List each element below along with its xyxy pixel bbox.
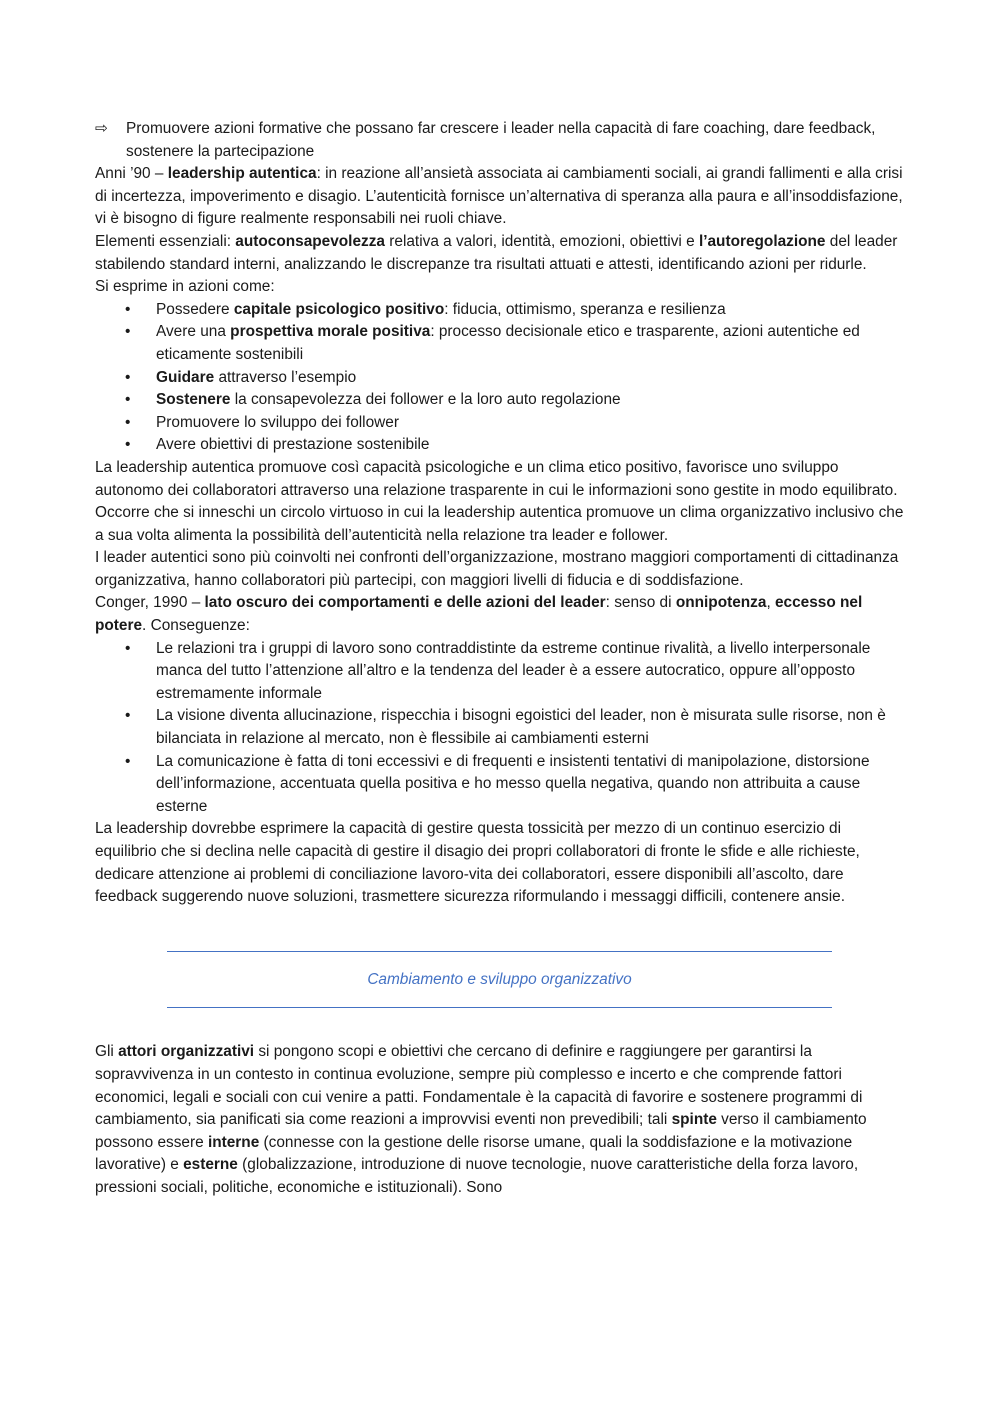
arrow-list-item [95, 118, 905, 163]
arrow-right-outline-icon: ⇨ [95, 120, 108, 137]
arrow-item-text: Promuovere azioni formative che possano far crescere i leader nella capacità di fare coaching, dare feedback, sostenere la partecipazione [126, 120, 876, 160]
bullet-icon: • [125, 413, 131, 431]
bullet-list-azioni [95, 299, 905, 457]
text-run: (globalizzazione, introduzione di nuove tecnologie, nuove caratteristiche della forza lavoro, pressioni sociali, politiche, economiche e istituzionali). Sono [95, 1156, 859, 1196]
list-item [125, 751, 905, 819]
bold-term: esterne [183, 1156, 238, 1174]
list-item [125, 389, 905, 412]
text-run: Anni ’90 – [95, 165, 168, 183]
heading-rule-bottom [167, 1007, 832, 1008]
bullet-icon: • [125, 639, 131, 657]
paragraph-attori-organizzativi [95, 1041, 905, 1199]
text-run: (connesse con la gestione delle risorse umane, quali la soddisfazione e la motivazione lavorative) e [95, 1133, 853, 1174]
text-run: , [766, 594, 775, 612]
text-run: La visione diventa allucinazione, rispecchia i bisogni egoistici del leader, non è misurata sulle risorse, non è bilanciata in relazione al mercato, non è flessibile ai cambiamenti esterni [156, 707, 886, 748]
text-run: si pongono scopi e obiettivi che cercano di definire e raggiungere per garantirsi la sopravvivenza in un contesto in continua evoluzione, sempre più complesso e incerto e che comprende fattori economici, legali e sociali con cui venire a patti. Fondamentale è la capacità di favorire e sostenere programmi di cambiamento, sia panificati sia come reazioni a improvvisi eventi non prevedibili; tali [95, 1043, 863, 1129]
bold-term: autoconsapevolezza [235, 232, 385, 250]
bold-term: onnipotenza [675, 594, 767, 612]
text-run: verso il cambiamento possono essere [95, 1111, 867, 1151]
text-run: . Conseguenze: [142, 617, 250, 635]
text-run: : senso di [605, 594, 676, 612]
text-run: La comunicazione è fatta di toni eccessivi e di frequenti e insistenti tentativi di manipolazione, distorsione dell’informazione, accentuata quella positiva e ho messo quella negativa, quando non attribuita a cause esterne [156, 752, 870, 815]
text-run: : processo decisionale etico e trasparente, azioni autentiche ed eticamente sostenibili [156, 323, 860, 363]
bullet-icon: • [125, 752, 131, 770]
text-run: Possedere [156, 300, 234, 318]
list-item [125, 299, 905, 322]
text-run: del leader stabilendo standard interni, analizzando le discrepanze tra risultati attuati e attesti, identificando azioni per ridurle. [95, 232, 898, 273]
bold-term: l’autoregolazione [698, 232, 826, 250]
list-item [125, 638, 905, 706]
list-item [125, 367, 905, 390]
paragraph-conger [95, 592, 905, 637]
paragraph-leader-autentici: I leader autentici sono più coinvolti nei confronti dell’organizzazione, mostrano maggiori comportamenti di cittadinanza organizzativa, hanno collaboratori più partecipi, con maggiori livelli di fiducia e di soddisfazione. [95, 549, 899, 589]
text-run: Gli [95, 1043, 119, 1061]
paragraph-tossicita: La leadership dovrebbe esprimere la capacità di gestire questa tossicità per mezzo di un continuo esercizio di equilibrio che si declina nelle capacità di gestire il disagio dei propri collaboratori di fronte le sfide e alle richieste, dedicare attenzione ai problemi di conciliazione lavoro-vita dei collaboratori, essere disponibili all’ascolto, dare feedback suggerendo nuove soluzioni, trasmettere sicurezza riformulando i messaggi difficili, contenere ansie. [95, 820, 860, 906]
bullet-list-conseguenze [95, 638, 905, 819]
paragraph-clima-etico: La leadership autentica promuove così capacità psicologiche e un clima etico positivo, favorisce uno sviluppo autonomo dei collaboratori attraverso una relazione trasparente in cui le informazioni sono gestite in modo equilibrato. Occorre che si inneschi un circolo virtuoso in cui la leadership autentica promuove un clima organizzativo inclusivo che a sua volta alimenta la possibilità dell’autenticità nella relazione tra leader e follower. [95, 458, 904, 544]
bold-term: spinte [671, 1111, 717, 1129]
text-run: Avere obiettivi di prestazione sostenibile [156, 436, 430, 454]
text-run: la consapevolezza dei follower e la loro auto regolazione [230, 391, 621, 409]
text-run: : in reazione all’ansietà associata ai cambiamenti sociali, ai grandi fallimenti e alla crisi di incertezza, impoverimento e disagio. L’autenticità fornisce un’alternativa di speranza alla paura e all’insoddisfazione, vi è bisogno di figure realmente responsabili nei ruoli chiave. [95, 165, 903, 228]
text-run: Conger, 1990 – [95, 594, 205, 612]
section-heading: Cambiamento e sviluppo organizzativo [367, 970, 632, 988]
paragraph-leadership-autentica [95, 163, 905, 231]
text-run: Avere una [156, 323, 231, 341]
list-item [125, 705, 905, 750]
text-run: Le relazioni tra i gruppi di lavoro sono contraddistinte da estreme continue rivalità, a livello interpersonale manca del tutto l’attenzione all’altro e la tendenza del leader è a essere autocratico, oppure all’opposto estremamente informale [156, 639, 871, 702]
text-run: : fiducia, ottimismo, speranza e resilienza [444, 300, 726, 318]
bullet-icon: • [125, 300, 131, 318]
bullet-icon: • [125, 323, 131, 341]
bold-term: prospettiva morale positiva [230, 323, 431, 341]
bullet-icon: • [125, 368, 131, 386]
bold-term: lato oscuro dei comportamenti e delle azioni del leader [204, 594, 606, 612]
text-run: Promuovere lo sviluppo dei follower [156, 413, 399, 431]
text-run: relativa a valori, identità, emozioni, obiettivi e [384, 232, 699, 250]
list-item [125, 412, 905, 435]
bold-term: capitale psicologico positivo [233, 300, 445, 318]
bullet-icon: • [125, 391, 131, 409]
bold-term: interne [207, 1133, 260, 1151]
bullet-icon: • [125, 436, 131, 454]
text-run: attraverso l’esempio [214, 368, 357, 386]
list-item [125, 434, 905, 457]
list-item [125, 321, 905, 366]
paragraph-elementi-essenziali [95, 231, 905, 276]
bullet-icon: • [125, 707, 131, 725]
bold-term: leadership autentica [167, 165, 317, 183]
bold-term: Guidare [156, 368, 215, 386]
document-page [95, 118, 905, 1200]
text-run: Elementi essenziali: [95, 232, 236, 250]
paragraph-si-esprime: Si esprime in azioni come: [95, 278, 275, 296]
section-heading-block [167, 951, 832, 1009]
bold-term: attori organizzativi [118, 1043, 255, 1061]
bold-term: eccesso nel potere [95, 594, 863, 635]
bold-term: Sostenere [156, 391, 231, 409]
